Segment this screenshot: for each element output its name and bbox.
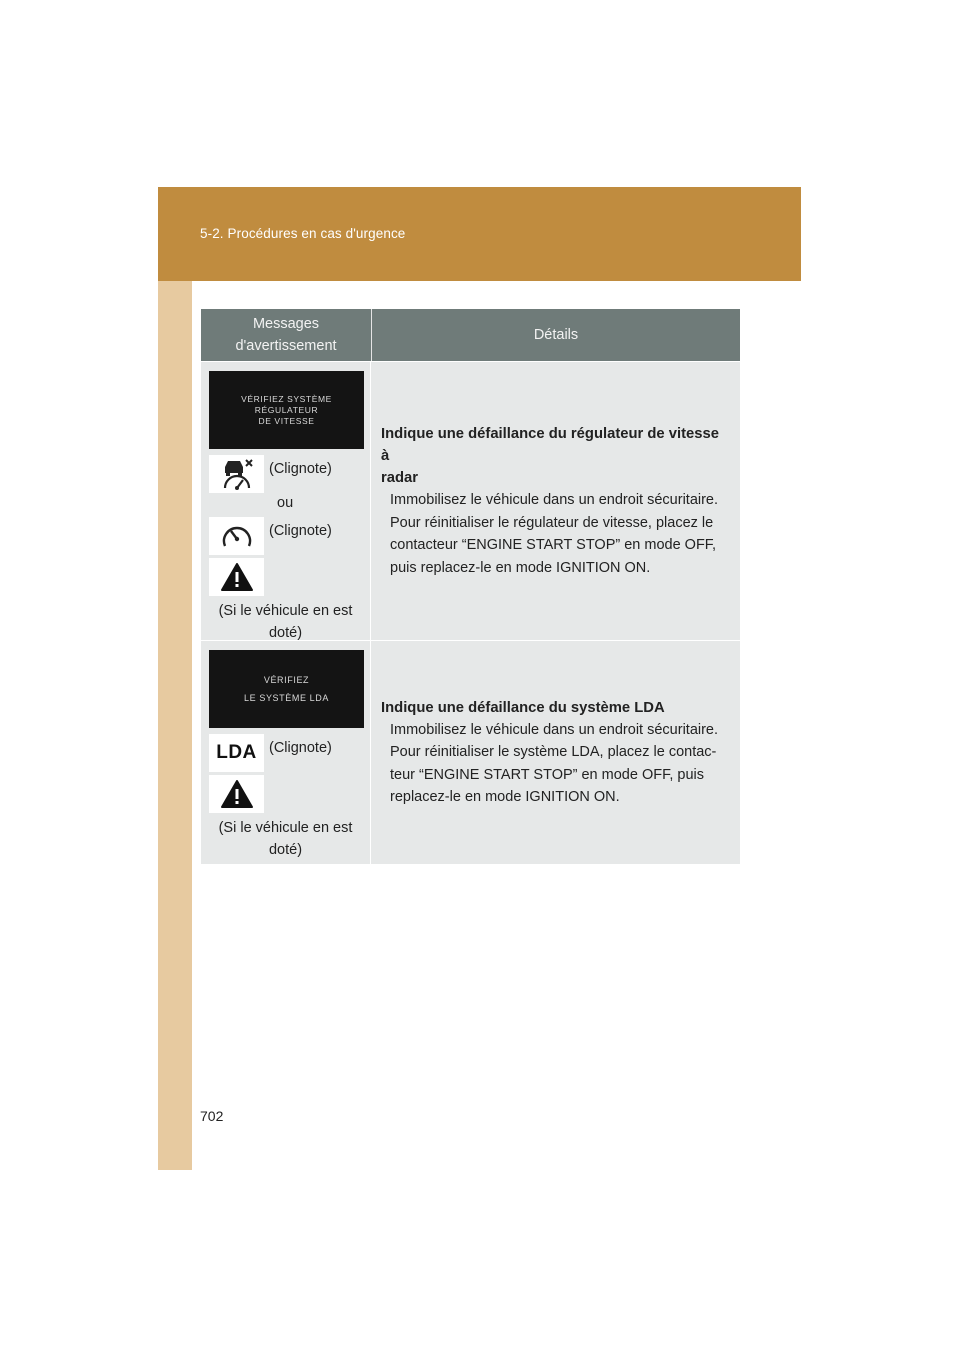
warning-triangle-icon xyxy=(209,558,264,596)
lda-icon-text: LDA xyxy=(216,742,257,763)
table-header xyxy=(201,309,740,361)
icon-line xyxy=(209,734,362,772)
side-band xyxy=(158,187,192,1170)
blink-label: (Clignote) xyxy=(269,740,332,756)
or-text: ou xyxy=(277,495,294,511)
section-title: 5-2. Procédures en cas d'urgence xyxy=(200,226,406,241)
message-cell xyxy=(201,362,371,640)
screen-line: DE VITESSE xyxy=(258,415,315,426)
note-line: doté) xyxy=(268,842,303,858)
details-cell xyxy=(371,362,740,640)
equipped-note xyxy=(209,817,362,861)
header-messages xyxy=(201,309,372,361)
details-cell xyxy=(371,641,740,864)
display-screen xyxy=(209,650,364,728)
detail-line: replacez-le en mode IGNITION ON. xyxy=(390,789,620,805)
table-row xyxy=(201,640,740,864)
detail-title xyxy=(381,423,730,489)
message-cell xyxy=(201,641,371,864)
detail-title-line: Indique une défaillance du régulateur de vitesse à xyxy=(381,426,719,464)
detail-line: Immobilisez le véhicule dans un endroit sécuritaire. xyxy=(390,492,719,508)
icon-line xyxy=(209,558,362,596)
warning-triangle-icon xyxy=(209,775,264,813)
page-number: 702 xyxy=(200,1108,224,1124)
detail-line: teur “ENGINE START STOP” en mode OFF, puis xyxy=(390,766,704,783)
screen-line: VÉRIFIEZ SYSTÈME xyxy=(241,393,332,404)
detail-body xyxy=(381,489,730,579)
equipped-note xyxy=(209,600,362,644)
screen-line: VÉRIFIEZ xyxy=(263,675,310,685)
speedometer-icon xyxy=(209,517,264,555)
detail-title-line: radar xyxy=(381,470,419,486)
detail-body xyxy=(381,719,730,809)
screen-line: RÉGULATEUR xyxy=(254,404,319,415)
note-line: (Si le véhicule en est xyxy=(218,820,353,836)
blink-label: (Clignote) xyxy=(269,461,332,477)
icon-line xyxy=(209,775,362,813)
header-details: Détails xyxy=(533,327,579,343)
detail-line: Pour réinitialiser le système LDA, placez le contac- xyxy=(390,744,717,760)
icon-line xyxy=(209,455,362,493)
detail-title: Indique une défaillance du système LDA xyxy=(381,699,665,716)
detail-line: Immobilisez le véhicule dans un endroit sécuritaire. xyxy=(390,721,719,738)
icon-line xyxy=(209,517,362,555)
detail-line: puis replacez-le en mode IGNITION ON. xyxy=(390,559,651,576)
screen-line: LE SYSTÈME LDA xyxy=(244,693,329,703)
warning-table xyxy=(201,309,740,864)
header-messages-line1: Messages xyxy=(252,316,320,332)
note-line: doté) xyxy=(268,625,303,641)
lda-icon xyxy=(209,734,264,772)
header-messages-line2: d'avertissement xyxy=(235,338,337,354)
detail-line: Pour réinitialiser le régulateur de vitesse, placez le xyxy=(390,514,714,531)
detail-line: contacteur “ENGINE START STOP” en mode OFF, xyxy=(390,537,717,553)
display-screen xyxy=(209,371,364,449)
blink-label: (Clignote) xyxy=(269,523,332,539)
radar-cruise-icon xyxy=(209,455,264,493)
table-row xyxy=(201,361,740,640)
note-line: (Si le véhicule en est xyxy=(218,603,353,619)
